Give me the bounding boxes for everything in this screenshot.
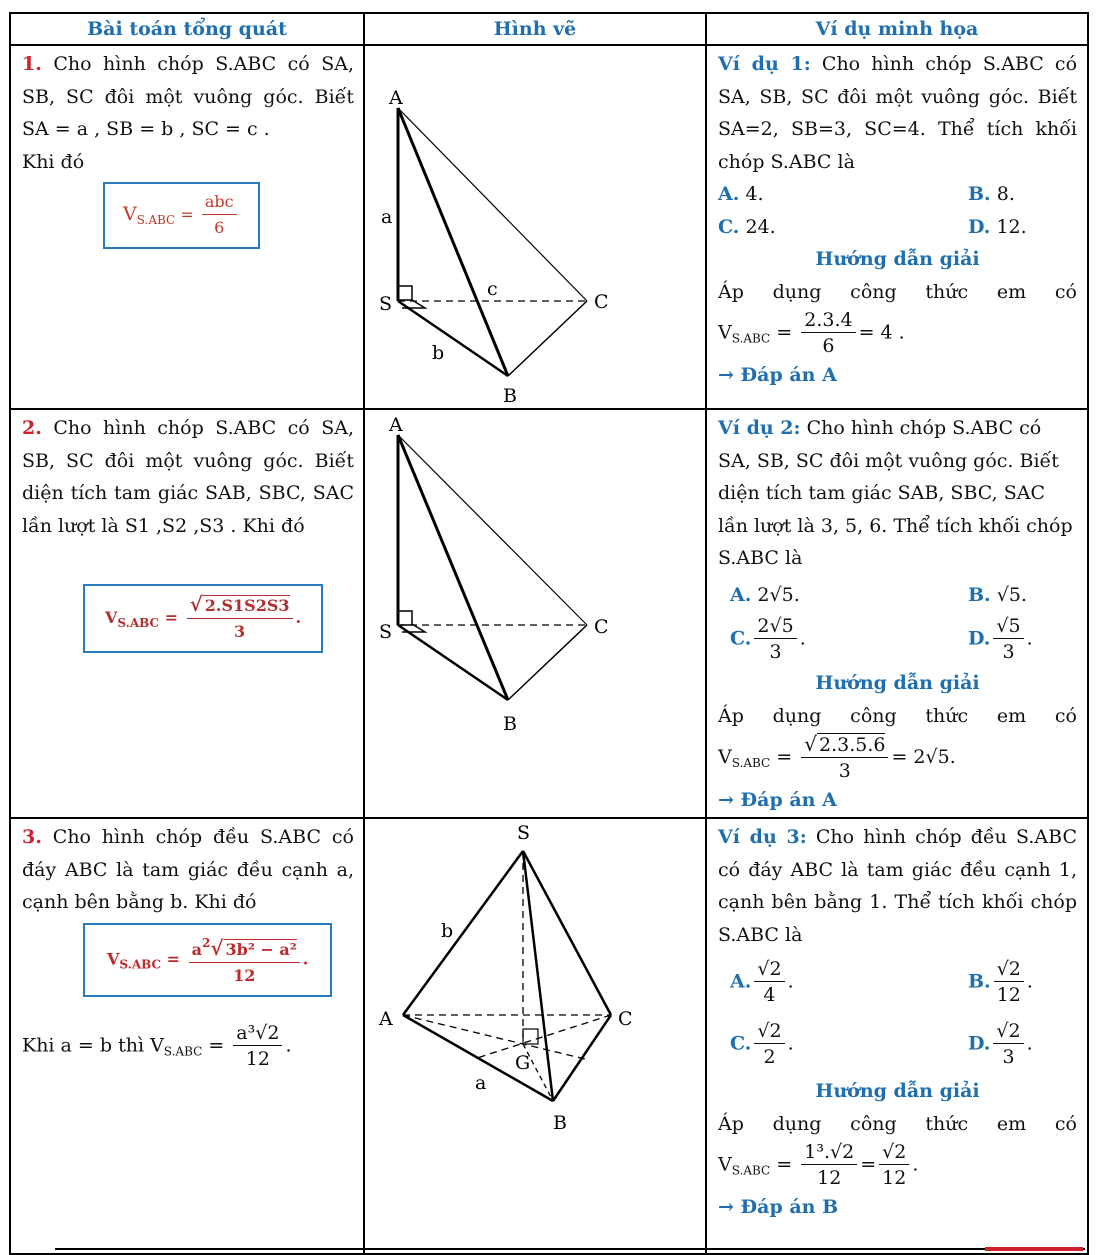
problem-number: 2. bbox=[22, 417, 42, 439]
option-d: √5 bbox=[993, 614, 1023, 639]
problem-text: Cho hình chóp đều S.ABC có đáy ABC là tam giác đều cạnh a, cạnh bên bằng b. Khi đó bbox=[22, 826, 354, 913]
regular-pyramid-figure bbox=[365, 819, 705, 1249]
example-text: Cho hình chóp S.ABC có SA, SB, SC đôi một vuông góc. Biết SA=2, SB=3, SC=4. Thể tích khối chóp S.ABC là bbox=[718, 53, 1078, 173]
option-a: 4. bbox=[745, 183, 764, 205]
example-2-cell: Ví dụ 2: Cho hình chóp S.ABC có SA, SB, SC đôi một vuông góc. Biết diện tích tam giác SAB, SBC, SAC lần lượt là 3, 5, 6. Thể tích khối chóp S.ABC là A. 2√5. B. √5. C. $\frac{2√5}{3}$ . D. $\frac{√5}{3}$ . Hướng dẫn giải Áp dụng công thức em có $V_{S.ABC}$ = $\frac{√ 2.3.5.6}{3}$ = 2√5. → Đáp án A bbox=[706, 409, 1088, 818]
option-a: 2√5. bbox=[757, 583, 800, 606]
answer-label: → Đáp án A bbox=[718, 789, 837, 811]
edge-label-c: c bbox=[487, 278, 498, 300]
problem-2-cell bbox=[10, 409, 364, 818]
option-d: √2 bbox=[993, 1019, 1023, 1044]
problem-text: Cho hình chóp S.ABC có SA, SB, SC đôi một vuông góc. Biết diện tích tam giác SAB, SBC, SAC lần lượt là bbox=[22, 417, 354, 537]
edge-label-a: a bbox=[475, 1072, 487, 1094]
apply-text: Áp dụng công thức em có bbox=[718, 704, 1077, 727]
vertex-label-c: C bbox=[594, 291, 609, 313]
solution-heading: Hướng dẫn giải bbox=[815, 248, 980, 270]
answer-label: → Đáp án A bbox=[718, 364, 837, 386]
figure-1-cell bbox=[364, 45, 706, 409]
problem-1-cell bbox=[10, 45, 364, 409]
areas-list: S1 ,S2 ,S3 bbox=[124, 514, 225, 537]
pyramid-figure-2 bbox=[365, 410, 705, 813]
vertex-label-s: S bbox=[379, 621, 393, 643]
solution-formula: $V_{S.ABC}$ = $\frac{2.3.4}{6}$ = 4 . bbox=[718, 309, 905, 357]
figure-2-cell bbox=[364, 409, 706, 818]
formula-table bbox=[9, 12, 1089, 1255]
solution-formula: $V_{S.ABC}$ = $\frac{\text{1³.√2}}{12}$ = $\frac{√2}{12}$ . bbox=[718, 1141, 919, 1189]
figure-3-cell bbox=[364, 818, 706, 1254]
problem-number: 3. bbox=[22, 826, 42, 848]
problem-text: Cho hình chóp S.ABC có SA, SB, SC đôi một vuông góc. Biết SA = a , SB = b , SC = c . bbox=[22, 53, 354, 140]
vertex-label-c: C bbox=[594, 616, 609, 638]
vertex-label-a: A bbox=[389, 87, 403, 109]
header-example: Ví dụ minh họa bbox=[706, 13, 1088, 45]
table-row bbox=[10, 45, 1088, 409]
solution-formula: $V_{S.ABC}$ = $\frac{√ 2.3.5.6}{3}$ = 2√5. bbox=[718, 732, 956, 782]
example-label: Ví dụ 1: bbox=[718, 53, 811, 75]
vertex-label-a: A bbox=[389, 414, 403, 436]
option-c: 2√5 bbox=[754, 614, 796, 639]
example-1-cell: Ví dụ 1: Cho hình chóp S.ABC có SA, SB, SC đôi một vuông góc. Biết SA=2, SB=3, SC=4. Thể tích khối chóp S.ABC là A. 4. B. 8. C. 24. D. 12. Hướng dẫn giải Áp dụng công thức em có $V_{S.ABC}$ = $\frac{2.3.4}{6}$ = 4 . → Đáp án A bbox=[706, 45, 1088, 409]
vertex-label-b: B bbox=[503, 713, 517, 735]
edge-label-b: b bbox=[441, 920, 454, 942]
solution-heading: Hướng dẫn giải bbox=[815, 1080, 980, 1102]
problem-number: 1. bbox=[22, 53, 42, 75]
option-c: √2 bbox=[754, 1019, 784, 1044]
option-b: 8. bbox=[996, 183, 1015, 205]
footer-accent bbox=[985, 1247, 1083, 1251]
vertex-label-s: S bbox=[517, 822, 531, 844]
vertex-label-s: S bbox=[379, 293, 393, 315]
formula-box: $V_{S.ABC}$ = $\frac{\text{abc}}{6}$ bbox=[103, 182, 260, 249]
example-label: Ví dụ 3: bbox=[718, 826, 807, 848]
centroid-label-g: G bbox=[515, 1052, 531, 1074]
option-b: √2 bbox=[994, 957, 1024, 982]
apply-text: Áp dụng công thức em có bbox=[718, 1112, 1077, 1135]
edge-label-a: a bbox=[381, 206, 393, 228]
option-d: 12. bbox=[996, 215, 1027, 238]
vertex-label-b: B bbox=[553, 1112, 567, 1134]
example-text: Cho hình chóp đều S.ABC có đáy ABC là tam giác đều cạnh 1, cạnh bên bằng 1. Thể tích khối chóp S.ABC là bbox=[718, 826, 1077, 946]
vertex-label-b: B bbox=[503, 385, 517, 404]
example-label: Ví dụ 2: bbox=[718, 417, 801, 439]
example-text: Cho hình chóp S.ABC có SA, SB, SC đôi một vuông góc. Biết diện tích tam giác SAB, SBC, SAC lần lượt là 3, 5, 6. Thể tích khối chóp S.ABC là bbox=[718, 417, 1073, 569]
apply-text: Áp dụng công thức em có bbox=[718, 280, 1077, 303]
option-a: √2 bbox=[754, 957, 784, 982]
vertex-label-c: C bbox=[618, 1008, 633, 1030]
header-general-problem: Bài toán tổng quát bbox=[10, 13, 364, 45]
formula-box: $V_{S.ABC}$ = $\frac{√ 2.S1S2S3}{3}$ . bbox=[83, 584, 323, 653]
problem-then: Khi đó bbox=[22, 150, 85, 173]
option-b: √5. bbox=[996, 583, 1027, 606]
problem-then: . Khi đó bbox=[230, 514, 305, 537]
pyramid-figure-1 bbox=[365, 46, 705, 404]
formula-box: $V_{S.ABC}$ = $\frac{a^2√ 3b^2 - a^2}{12}$ . bbox=[83, 923, 332, 997]
table-row bbox=[10, 409, 1088, 818]
special-case: Khi a = b thì $V_{S.ABC}$ = $\frac{\text{a³√2}}{12}$ . bbox=[22, 1021, 292, 1070]
header-figure: Hình vẽ bbox=[364, 13, 706, 45]
solution-heading: Hướng dẫn giải bbox=[815, 672, 980, 694]
example-3-cell: Ví dụ 3: Cho hình chóp đều S.ABC có đáy ABC là tam giác đều cạnh 1, cạnh bên bằng 1. Thể tích khối chóp S.ABC là A. $\frac{√2}{4}$ . B. $\frac{√2}{12}$ . C. $\frac{√2}{2}$ . D. $\frac{√2}{3}$ . Hướng dẫn giải Áp dụng công thức em có $V_{S.ABC}$ = $\frac{\text{1³.√2}}{12}$ = $\frac{√2}{12}$ . → Đáp án B bbox=[706, 818, 1088, 1254]
vertex-label-a: A bbox=[379, 1008, 393, 1030]
edge-label-b: b bbox=[432, 342, 445, 364]
option-c: 24. bbox=[745, 215, 776, 238]
problem-3-cell bbox=[10, 818, 364, 1254]
footer-divider bbox=[55, 1248, 1085, 1250]
table-row bbox=[10, 818, 1088, 1254]
answer-label: → Đáp án B bbox=[718, 1196, 839, 1218]
